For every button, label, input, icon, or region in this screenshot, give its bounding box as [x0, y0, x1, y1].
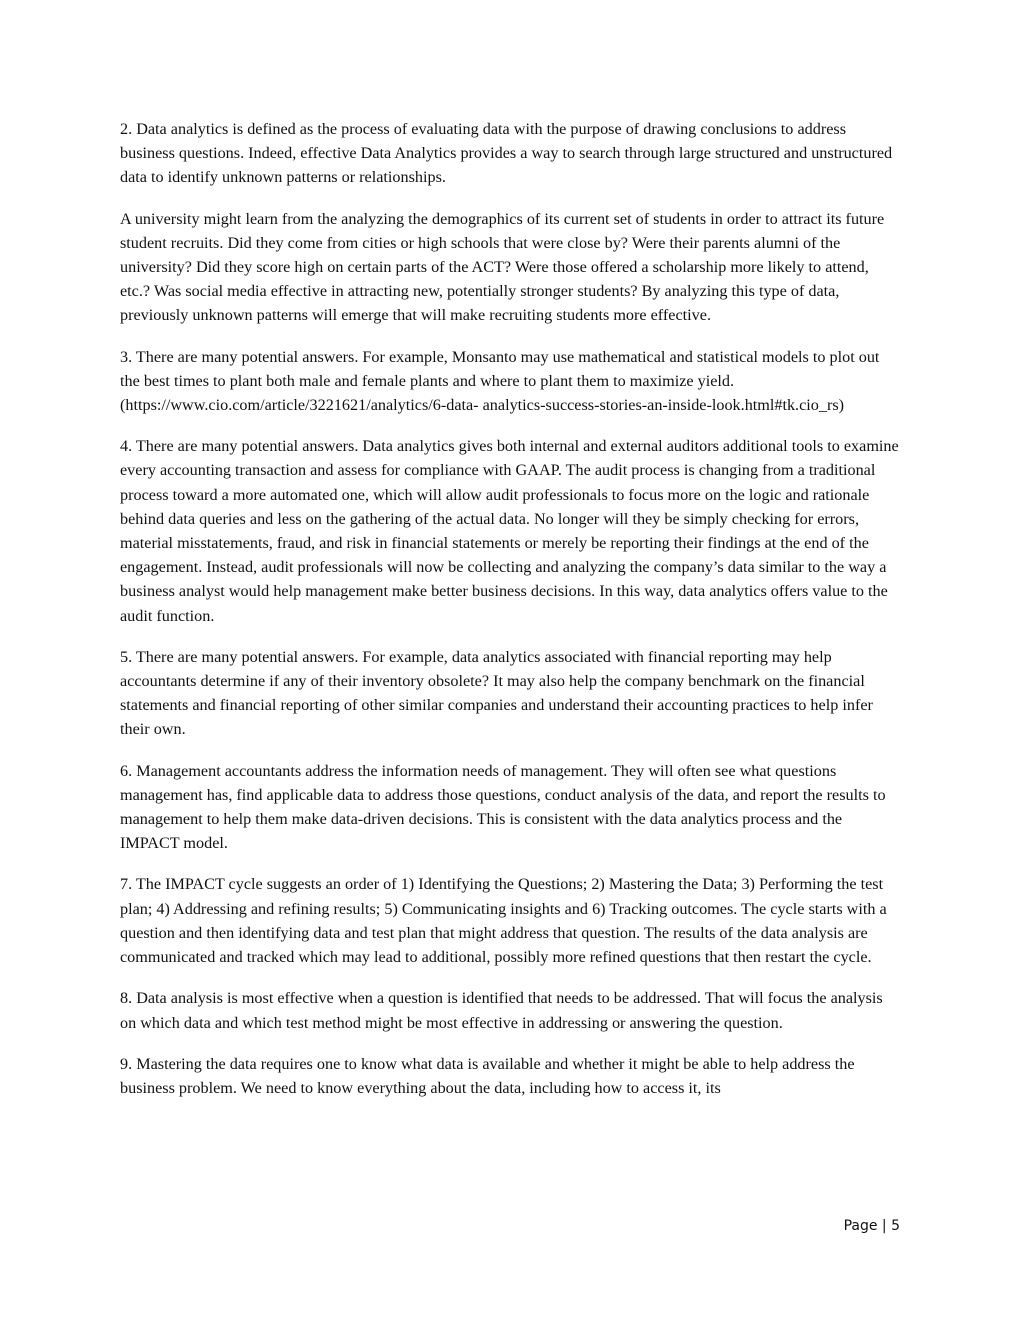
- paragraph-answer-9: 9. Mastering the data requires one to know what data is available and whether it might be able to help address the business problem. We need to know everything about the data, including how to access it, its: [120, 1054, 855, 1097]
- paragraph-answer-3: 3. There are many potential answers. For example, Monsanto may use mathematical and statistical models to plot out the best times to plant both male and female plants and where to plant them to maximize yield. (https://www.cio.com/article/3221621/analytics/6-data- analytics-success-stories-an-inside-look.html#tk.cio_rs): [120, 347, 880, 415]
- paragraph-answer-5: 5. There are many potential answers. For example, data analytics associated with financial reporting may help accountants determine if any of their inventory obsolete? It may also help the company benchmark on the financial statements and financial reporting of other similar companies and understand their accounting practices to help infer their own.: [120, 647, 873, 739]
- paragraph-answer-4: 4. There are many potential answers. Data analytics gives both internal and external auditors additional tools to examine every accounting transaction and assess for compliance with GAAP. The audit process is changing from a traditional process toward a more automated one, which will allow audit professionals to focus more on the logic and rationale behind data queries and less on the gathering of the actual data. No longer will they be simply checking for errors, material misstatements, fraud, and risk in financial statements or merely be reporting their findings at the end of the engagement. Instead, audit professionals will now be collecting and analyzing the company’s data similar to the way a business analyst would help management make better business decisions. In this way, data analytics offers value to the audit function.: [120, 437, 899, 625]
- paragraph-university-example: A university might learn from the analyzing the demographics of its current set of students in order to attract its future student recruits. Did they come from cities or high schools that were close by? Were their parents alumni of the university? Did they score high on certain parts of the ACT? Were those offered a scholarship more likely to attend, etc.? Was social media effective in attracting new, potentially stronger students? By analyzing this type of data, previously unknown patterns will emerge that will make recruiting students more effective.: [120, 209, 885, 325]
- page-number: Page | 5: [843, 1218, 900, 1234]
- paragraph-answer-6: 6. Management accountants address the information needs of management. They will often see what questions management has, find applicable data to address those questions, conduct analysis of the data, and report the results to management to help them make data-driven decisions. This is consistent with the data analytics process and the IMPACT model.: [120, 761, 886, 853]
- paragraph-answer-2: 2. Data analytics is defined as the process of evaluating data with the purpose of drawing conclusions to address business questions. Indeed, effective Data Analytics provides a way to search through large structured and unstructured data to identify unknown patterns or relationships.: [120, 120, 893, 187]
- paragraph-answer-8: 8. Data analysis is most effective when a question is identified that needs to be addressed. That will focus the analysis on which data and which test method might be most effective in addressing or answering the question.: [120, 989, 883, 1032]
- paragraph-answer-7: 7. The IMPACT cycle suggests an order of 1) Identifying the Questions; 2) Mastering the Data; 3) Performing the test plan; 4) Addressing and refining results; 5) Communicating insights and 6) Tracking outcomes. The cycle starts with a question and then identifying data and test plan that might address that question. The results of the data analysis are communicated and tracked which may lead to additional, possibly more refined questions that then restart the cycle.: [120, 875, 887, 967]
- document-body: [120, 117, 902, 1117]
